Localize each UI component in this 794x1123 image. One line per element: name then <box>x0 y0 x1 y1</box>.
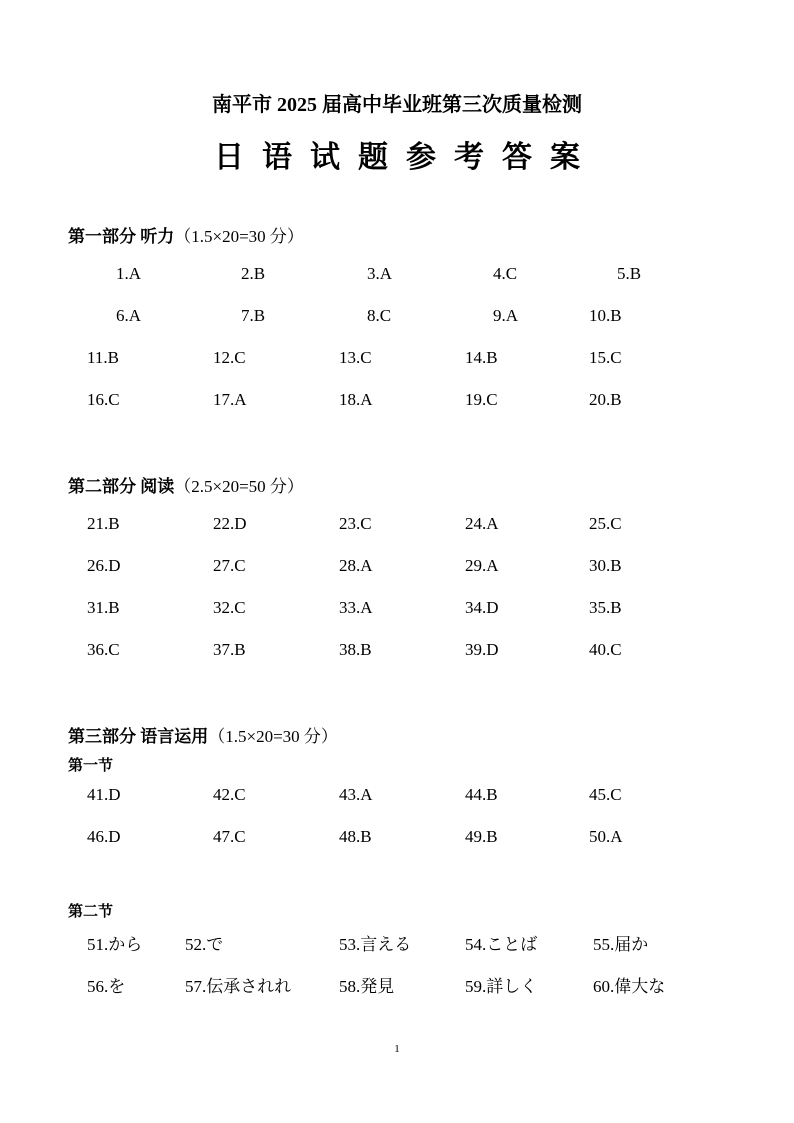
answer-cell: 55.届か <box>593 935 649 954</box>
answer-cell: 3.A <box>367 264 393 283</box>
answer-cell: 59.詳しく <box>465 977 538 996</box>
answer-cell: 29.A <box>465 556 499 575</box>
answer-cell: 60.偉大な <box>593 977 666 996</box>
answer-cell: 21.B <box>87 514 120 533</box>
document-title: 南平市 2025 届高中毕业班第三次质量检测 <box>212 94 582 116</box>
part2-heading <box>68 472 304 497</box>
answer-cell: 6.A <box>116 306 142 325</box>
answer-cell: 56.を <box>87 977 126 996</box>
answer-cell: 14.B <box>465 348 498 367</box>
answer-cell: 20.B <box>589 390 622 409</box>
section1-label: 第一节 <box>68 758 114 774</box>
answer-cell: 45.C <box>589 785 622 804</box>
answer-cell: 2.B <box>241 264 266 283</box>
answer-cell: 28.A <box>339 556 373 575</box>
answer-cell: 24.A <box>465 514 499 533</box>
answer-cell: 16.C <box>87 390 120 409</box>
answer-cell: 46.D <box>87 827 121 846</box>
answer-cell: 39.D <box>465 640 499 659</box>
answer-cell: 48.B <box>339 827 372 846</box>
answer-cell: 10.B <box>589 306 622 325</box>
answer-cell: 36.C <box>87 640 120 659</box>
part1-heading-label: 第一部分 听力 <box>68 227 175 246</box>
answer-cell: 43.A <box>339 785 373 804</box>
answer-cell: 9.A <box>493 306 519 325</box>
answer-cell: 7.B <box>241 306 266 325</box>
answer-cell: 35.B <box>589 598 622 617</box>
document-subtitle: 日语试题参考答案 <box>214 141 598 174</box>
part2-heading-label: 第二部分 阅读 <box>68 477 175 496</box>
answer-cell: 41.D <box>87 785 121 804</box>
answer-cell: 58.発見 <box>339 977 395 996</box>
answer-cell: 30.B <box>589 556 622 575</box>
answer-cell: 25.C <box>589 514 622 533</box>
answer-cell: 11.B <box>87 348 119 367</box>
part2-score: （2.5×20=50 分） <box>174 477 304 496</box>
answer-cell: 22.D <box>213 514 247 533</box>
answer-cell: 31.B <box>87 598 120 617</box>
answer-cell: 4.C <box>493 264 518 283</box>
answer-cell: 37.B <box>213 640 246 659</box>
answer-cell: 5.B <box>617 264 642 283</box>
answer-cell: 44.B <box>465 785 498 804</box>
answer-cell: 50.A <box>589 827 623 846</box>
answer-cell: 53.言える <box>339 935 412 954</box>
answer-cell: 40.C <box>589 640 622 659</box>
part3-score: （1.5×20=30 分） <box>208 727 338 746</box>
answer-cell: 13.C <box>339 348 372 367</box>
part3-heading-label: 第三部分 语言运用 <box>68 727 209 746</box>
answer-cell: 52.で <box>185 935 224 954</box>
answer-cell: 23.C <box>339 514 372 533</box>
answer-cell: 19.C <box>465 390 498 409</box>
answer-cell: 34.D <box>465 598 499 617</box>
part1-heading <box>68 222 304 247</box>
answer-cell: 1.A <box>116 264 142 283</box>
answer-cell: 18.A <box>339 390 373 409</box>
answer-cell: 38.B <box>339 640 372 659</box>
answer-cell: 47.C <box>213 827 246 846</box>
answer-cell: 49.B <box>465 827 498 846</box>
page-number: 1 <box>394 1043 400 1055</box>
answer-cell: 51.から <box>87 935 143 954</box>
answer-cell: 32.C <box>213 598 246 617</box>
answer-cell: 8.C <box>367 306 392 325</box>
part3-heading <box>68 722 338 747</box>
section2-label: 第二节 <box>68 904 114 920</box>
answer-cell: 57.伝承されれ <box>185 977 292 996</box>
answer-cell: 15.C <box>589 348 622 367</box>
answer-cell: 54.ことば <box>465 935 538 954</box>
answer-cell: 12.C <box>213 348 246 367</box>
answer-cell: 33.A <box>339 598 373 617</box>
answer-cell: 42.C <box>213 785 246 804</box>
part1-score: （1.5×20=30 分） <box>174 227 304 246</box>
answer-cell: 27.C <box>213 556 246 575</box>
answer-cell: 17.A <box>213 390 247 409</box>
answer-cell: 26.D <box>87 556 121 575</box>
